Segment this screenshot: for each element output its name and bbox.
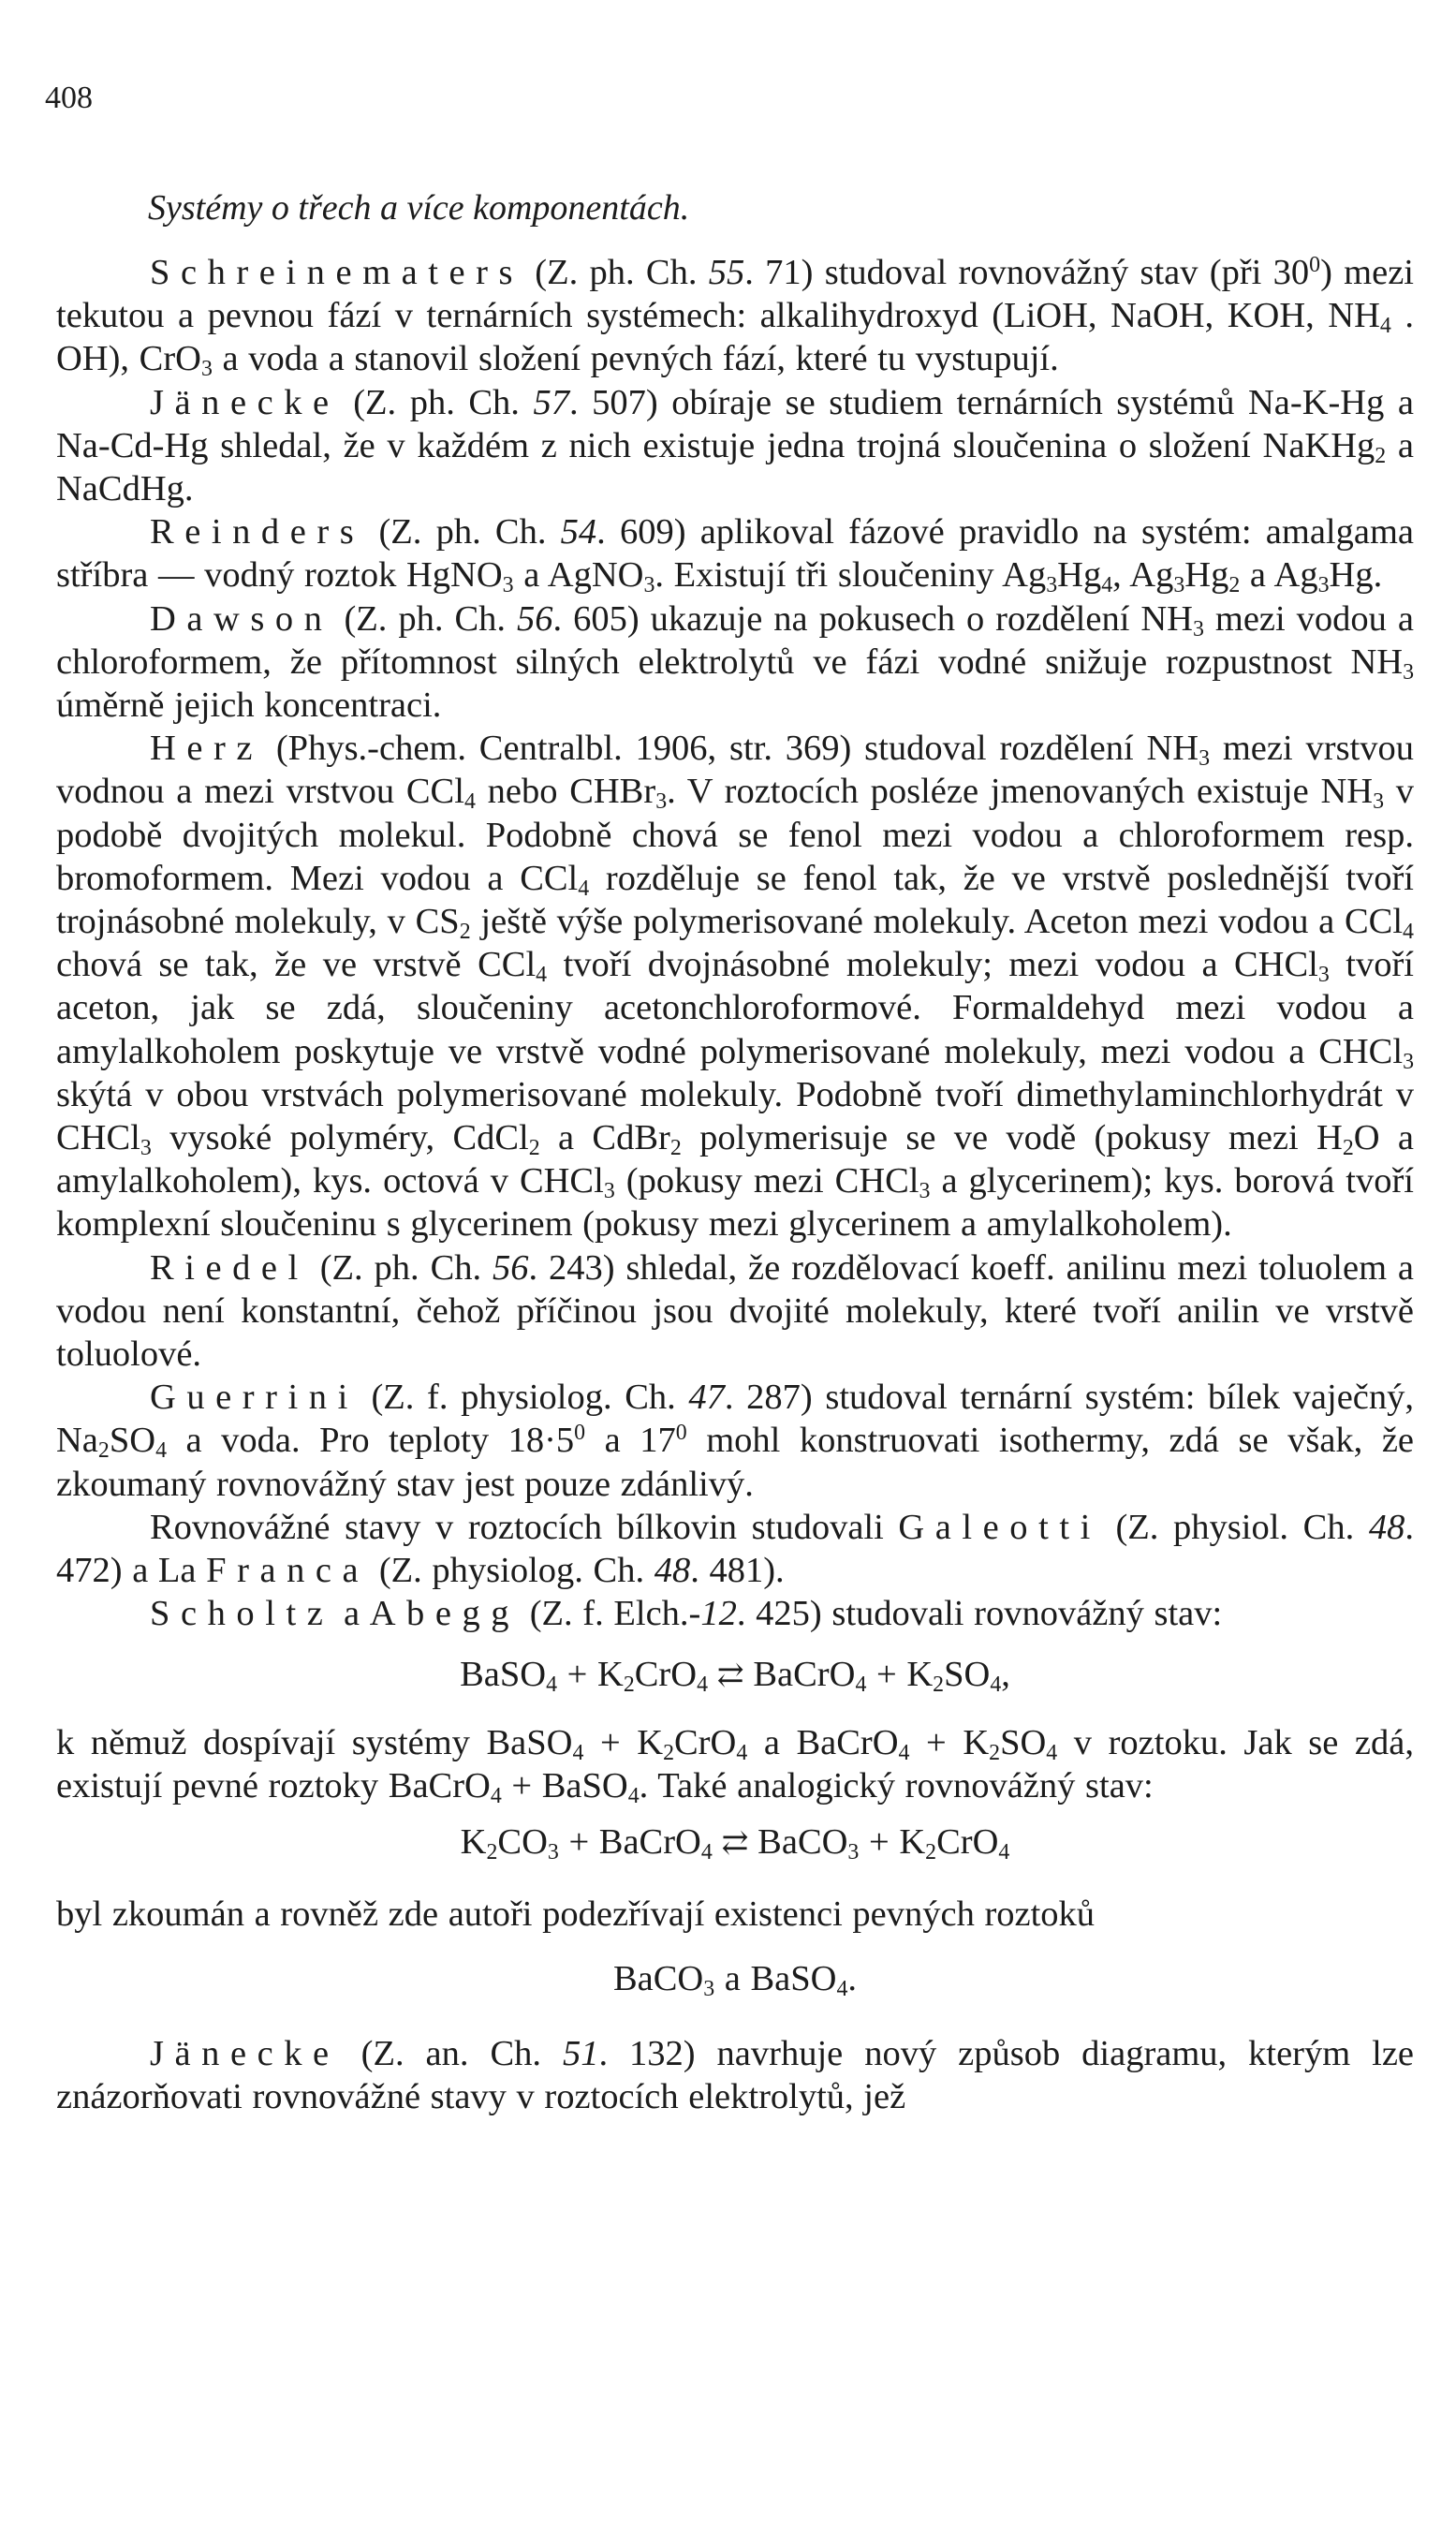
volume-number: 12 [700,1594,737,1634]
volume-number: 48 [654,1551,691,1591]
page-number: 408 [45,81,93,115]
equation-1: BaSO$_4$ + $K_2CrO_4$ ⇄ BaCrO$_4$ + $K_2SO_4$, [460,1654,1010,1697]
volume-number: 57 [533,382,569,422]
volume-number: 56 [516,598,553,639]
paragraph-riedel: Riedel (Z. ph. Ch. 56. 243) shledal, že rozdělovací koeff. anilinu mezi toluolem a vodou není konstantní, čehož příčinou jsou dvojité molekuly, které tvoří anilin ve vrstvě toluolové. [56,1247,1414,1375]
equation-3: BaCO$_3$ a BaSO$_4$. [612,1958,858,2001]
volume-number: 47 [688,1378,725,1418]
paragraph-scholtz-abegg: Scholtz a Abegg (Z. f. Elch.-12. 425) studovali rovnovážný stav: [150,1594,1223,1634]
paragraph-dawson: Dawson (Z. ph. Ch. 56. 605) ukazuje na pokusech o rozdělení $NH_3$ mezi vodou a chloroformem, že přítomnost silných elektrolytů ve fázi vodné snižuje rozpustnost $NH_3$ úměrně jejich koncentraci. [56,598,1414,726]
equilibrium-arrow-icon: ⇄ [712,1825,758,1862]
paragraph-examined: byl zkoumán a rovněž zde autoři podezřívají existenci pevných roztoků [56,1894,1096,1935]
author-name: Franca [206,1551,370,1591]
paragraph-solid-solutions: k němuž dospívají systémy BaSO$_4$ + $K_2CrO_4$ a BaCrO$_4$ + $K_2SO_4$ v roztoku. Jak se zdá, existují pevné roztoky BaCrO$_4$ + BaSO$_4$. Také analogický rovnovážný stav: [56,1722,1414,1808]
author-name: Herz [150,729,264,769]
author-name: Riedel [150,1247,309,1288]
volume-number: 51 [562,2033,599,2073]
body-text [56,251,1414,2118]
paragraph-galeotti-franca: Rovnovážné stavy v roztocích bílkovin studovali Galeotti (Z. physiol. Ch. 48. 472) a La Franca (Z. physiolog. Ch. 48. 481). [56,1507,1414,1591]
author-name: Dawson [150,598,333,639]
paragraph-janecke-1: Jänecke (Z. ph. Ch. 57. 507) obíraje se studiem ternárních systémů Na-K-Hg a Na-Cd-Hg shledal, že v každém z nich existuje jedna trojná sloučenina o složení NaKHg$_2$ a NaCdHg. [56,382,1414,509]
paragraph-schreinemakers: Schreinematers (Z. ph. Ch. 55. 71) studoval rovnovážný stav (při $30^0$) mezi tekutou a pevnou fází v ternárních systémech: alkalihydroxyd (LiOH, NaOH, KOH, $NH_4$ . OH), CrO$_3$ a voda a stanovil složení pevných fází, které tu vystupují. [56,252,1415,382]
equation-2: $K_2CO_3$ + BaCrO$_4$ ⇄ BaCO$_3$ + $K_2CrO_4$ [460,1822,1010,1865]
author-name: Abegg [369,1594,521,1634]
author-name: Jänecke [150,2033,340,2073]
author-name: Galeotti [898,1507,1101,1547]
author-name: Scholtz [150,1594,334,1634]
author-name: Schreinematers [150,253,524,292]
paragraph-herz: Herz (Phys.-chem. Centralbl. 1906, str. 369) studoval rozdělení $NH_3$ mezi vrstvou vodnou a mezi vrstvou CCl$_4$ nebo CHBr$_3$. V roztocích posléze jmenovaných existuje $NH_3$ v podobě dvojitých molekul. Podobně chová se fenol mezi vodou a chloroformem resp. bromoformem. Mezi vodou a CCl$_4$ rozděluje se fenol tak, že ve vrstvě poslednější tvoří trojnásobné molekuly, v $CS_2$ ještě výše polymerisované molekuly. Aceton mezi vodou a CCl$_4$ chová se tak, že ve vrstvě CCl$_4$ tvoří dvojnásobné molekuly; mezi vodou a CHCl$_3$ tvoří aceton, jak se zdá, sloučeniny acetonchloroformové. Formaldehyd mezi vodou a amylalkoholem poskytuje ve vrstvě vodné polymerisované molekuly, mezi vodou a CHCl$_3$ skýtá v obou vrstvách polymerisované molekuly. Podobně tvoří dimethylaminchlorhydrát v CHCl$_3$ vysoké polyméry, CdCl$_2$ a CdBr$_2$ polymerisuje se ve vodě (pokusy mezi $H_2O$ a amylalkoholem), kys. octová v CHCl$_3$ (pokusy mezi CHCl$_3$ a glycerinem); kys. borová tvoří komplexní sloučeninu s glycerinem (pokusy mezi glycerinem a amylalkoholem). [56,729,1415,1245]
paragraph-reinders: Reinders (Z. ph. Ch. 54. 609) aplikoval fázové pravidlo na systém: amalgama stříbra — vodný roztok HgNO$_3$ a AgNO$_3$. Existují tři sloučeniny $Ag_3Hg_4$, $Ag_3Hg_2$ a $Ag_3Hg$. [56,512,1414,598]
volume-number: 48 [1368,1507,1405,1547]
paragraph-guerrini: Guerrini (Z. f. physiolog. Ch. 47. 287) studoval ternární systém: bílek vaječný, $Na_2SO_4$ a voda. Pro teploty $18\cdot 5^0$ a $17^0$ mohl konstruovati isothermy, zdá se však, že zkoumaný rovnovážný stav jest pouze zdánlivý. [56,1378,1414,1504]
volume-number: 56 [493,1247,529,1288]
equilibrium-arrow-icon: ⇄ [708,1657,754,1693]
author-name: Jänecke [150,382,340,422]
volume-number: 55 [708,253,745,292]
author-name: Guerrini [150,1378,359,1418]
author-name: Reinders [150,512,365,553]
section-heading: Systémy o třech a více komponentách. [148,188,690,228]
paragraph-janecke-2: Jänecke (Z. an. Ch. 51. 132) navrhuje nový způsob diagramu, kterým lze znázorňovati rovnovážné stavy v roztocích elektrolytů, jež [56,2033,1415,2116]
volume-number: 54 [560,512,597,553]
